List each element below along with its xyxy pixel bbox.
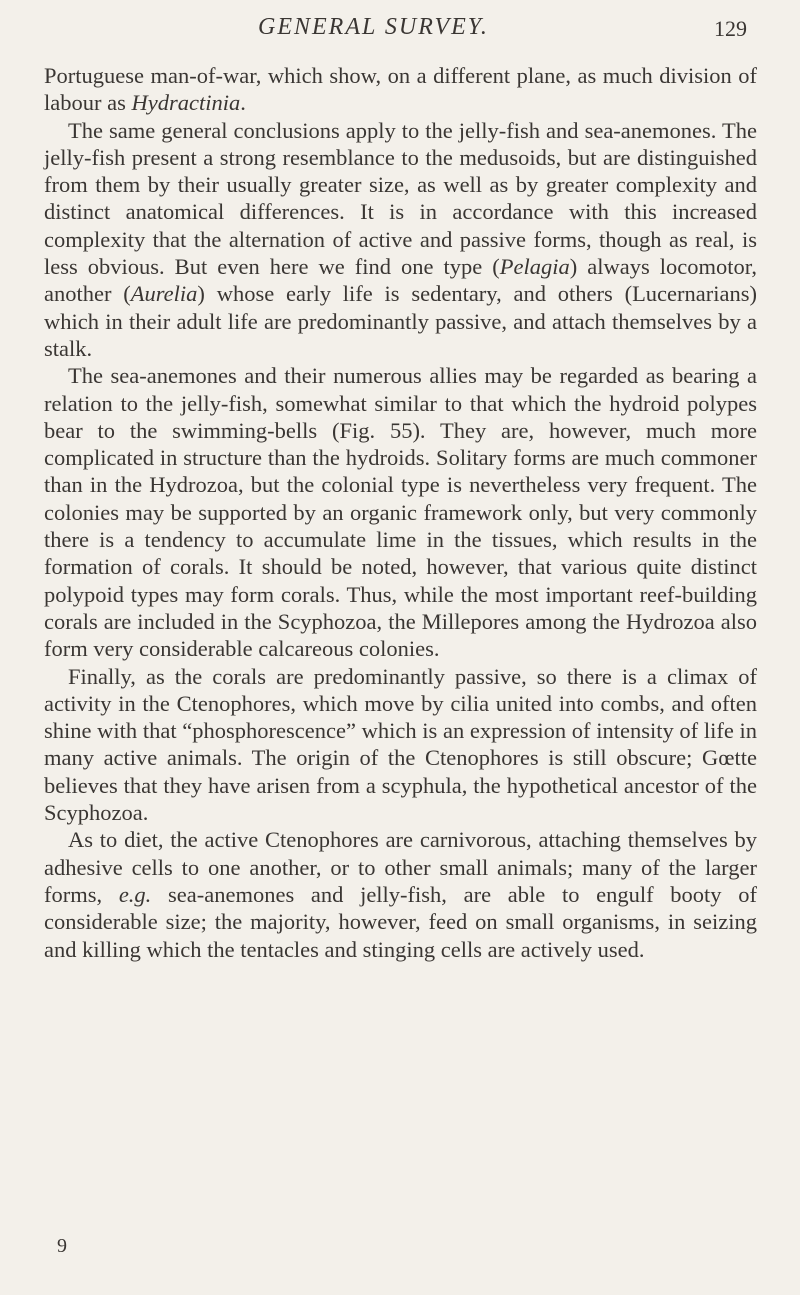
taxon-name: Hydractinia <box>131 90 241 116</box>
taxon-name: Pelagia <box>499 254 570 280</box>
text-run: Portuguese man-of-war, which show, on a different plane, as much division of labour as <box>44 63 757 116</box>
text-run: Finally, as the corals are predominantly passive, so there is a climax of activity in the Ctenophores, which move by cilia united into combs, and often shine with that “phosphorescence” which is an expression of intensity of life in many active animals. The origin of the Ctenophores is still obscure; Gœtte believes that they have arisen from a scyphula, the hypothetical ancestor of the Scyphozoa. <box>44 663 757 826</box>
text-run: sea-anemones and jelly-fish, are able to engulf booty of considerable size; the majority, however, feed on small organisms, in seizing and killing which the tentacles and stinging cells are actively used. <box>44 881 757 962</box>
abbreviation: e.g. <box>118 881 152 907</box>
paragraph <box>44 62 757 117</box>
body-text <box>44 62 757 963</box>
page-number: 129 <box>714 16 747 41</box>
text-run: As to diet, the active Ctenophores are carnivorous, attaching themselves by adhesive cells to one another, or to other small animals; many of the larger forms, <box>44 827 757 907</box>
taxon-name: Aurelia <box>130 281 198 307</box>
paragraph <box>44 663 757 827</box>
running-head <box>0 14 800 54</box>
running-title: GENERAL SURVEY. <box>258 14 489 40</box>
text-run: . <box>240 90 246 116</box>
paragraph <box>44 826 757 962</box>
paragraph <box>44 117 757 363</box>
text-run: ) always locomotor, another ( <box>44 254 757 307</box>
text-run: ) whose early life is sedentary, and others (Lucernarians) which in their adult life are predominantly passive, and attach themselves by a stalk. <box>44 281 757 361</box>
text-run: The sea-anemones and their numerous allies may be regarded as bearing a relation to the jelly-fish, somewhat similar to that which the hydroid polypes bear to the swimming-bells (Fig. 55). They are, however, much more complicated in structure than the hydroids. Solitary forms are much commoner than in the Hydrozoa, but the colonial type is nevertheless very frequent. The colonies may be supported by an organic framework only, but very commonly there is a tendency to accumulate lime in the tissues, which results in the formation of corals. It should be noted, however, that various quite distinct polypoid types may form corals. Thus, while the most important reef-building corals are included in the Scyphozoa, the Millepores among the Hydrozoa also form very considerable calcareous colonies. <box>44 363 757 662</box>
text-run: The same general conclusions apply to the jelly-fish and sea-anemones. The jelly-fish present a strong resemblance to the medusoids, but are distinguished from them by their usually greater size, as well as by greater complexity and distinct anatomical differences. It is in accordance with this increased complexity that the alternation of active and passive forms, though as real, is less obvious. But even here we find one type ( <box>44 117 757 280</box>
paragraph <box>44 362 757 662</box>
signature-mark: 9 <box>57 1235 67 1257</box>
